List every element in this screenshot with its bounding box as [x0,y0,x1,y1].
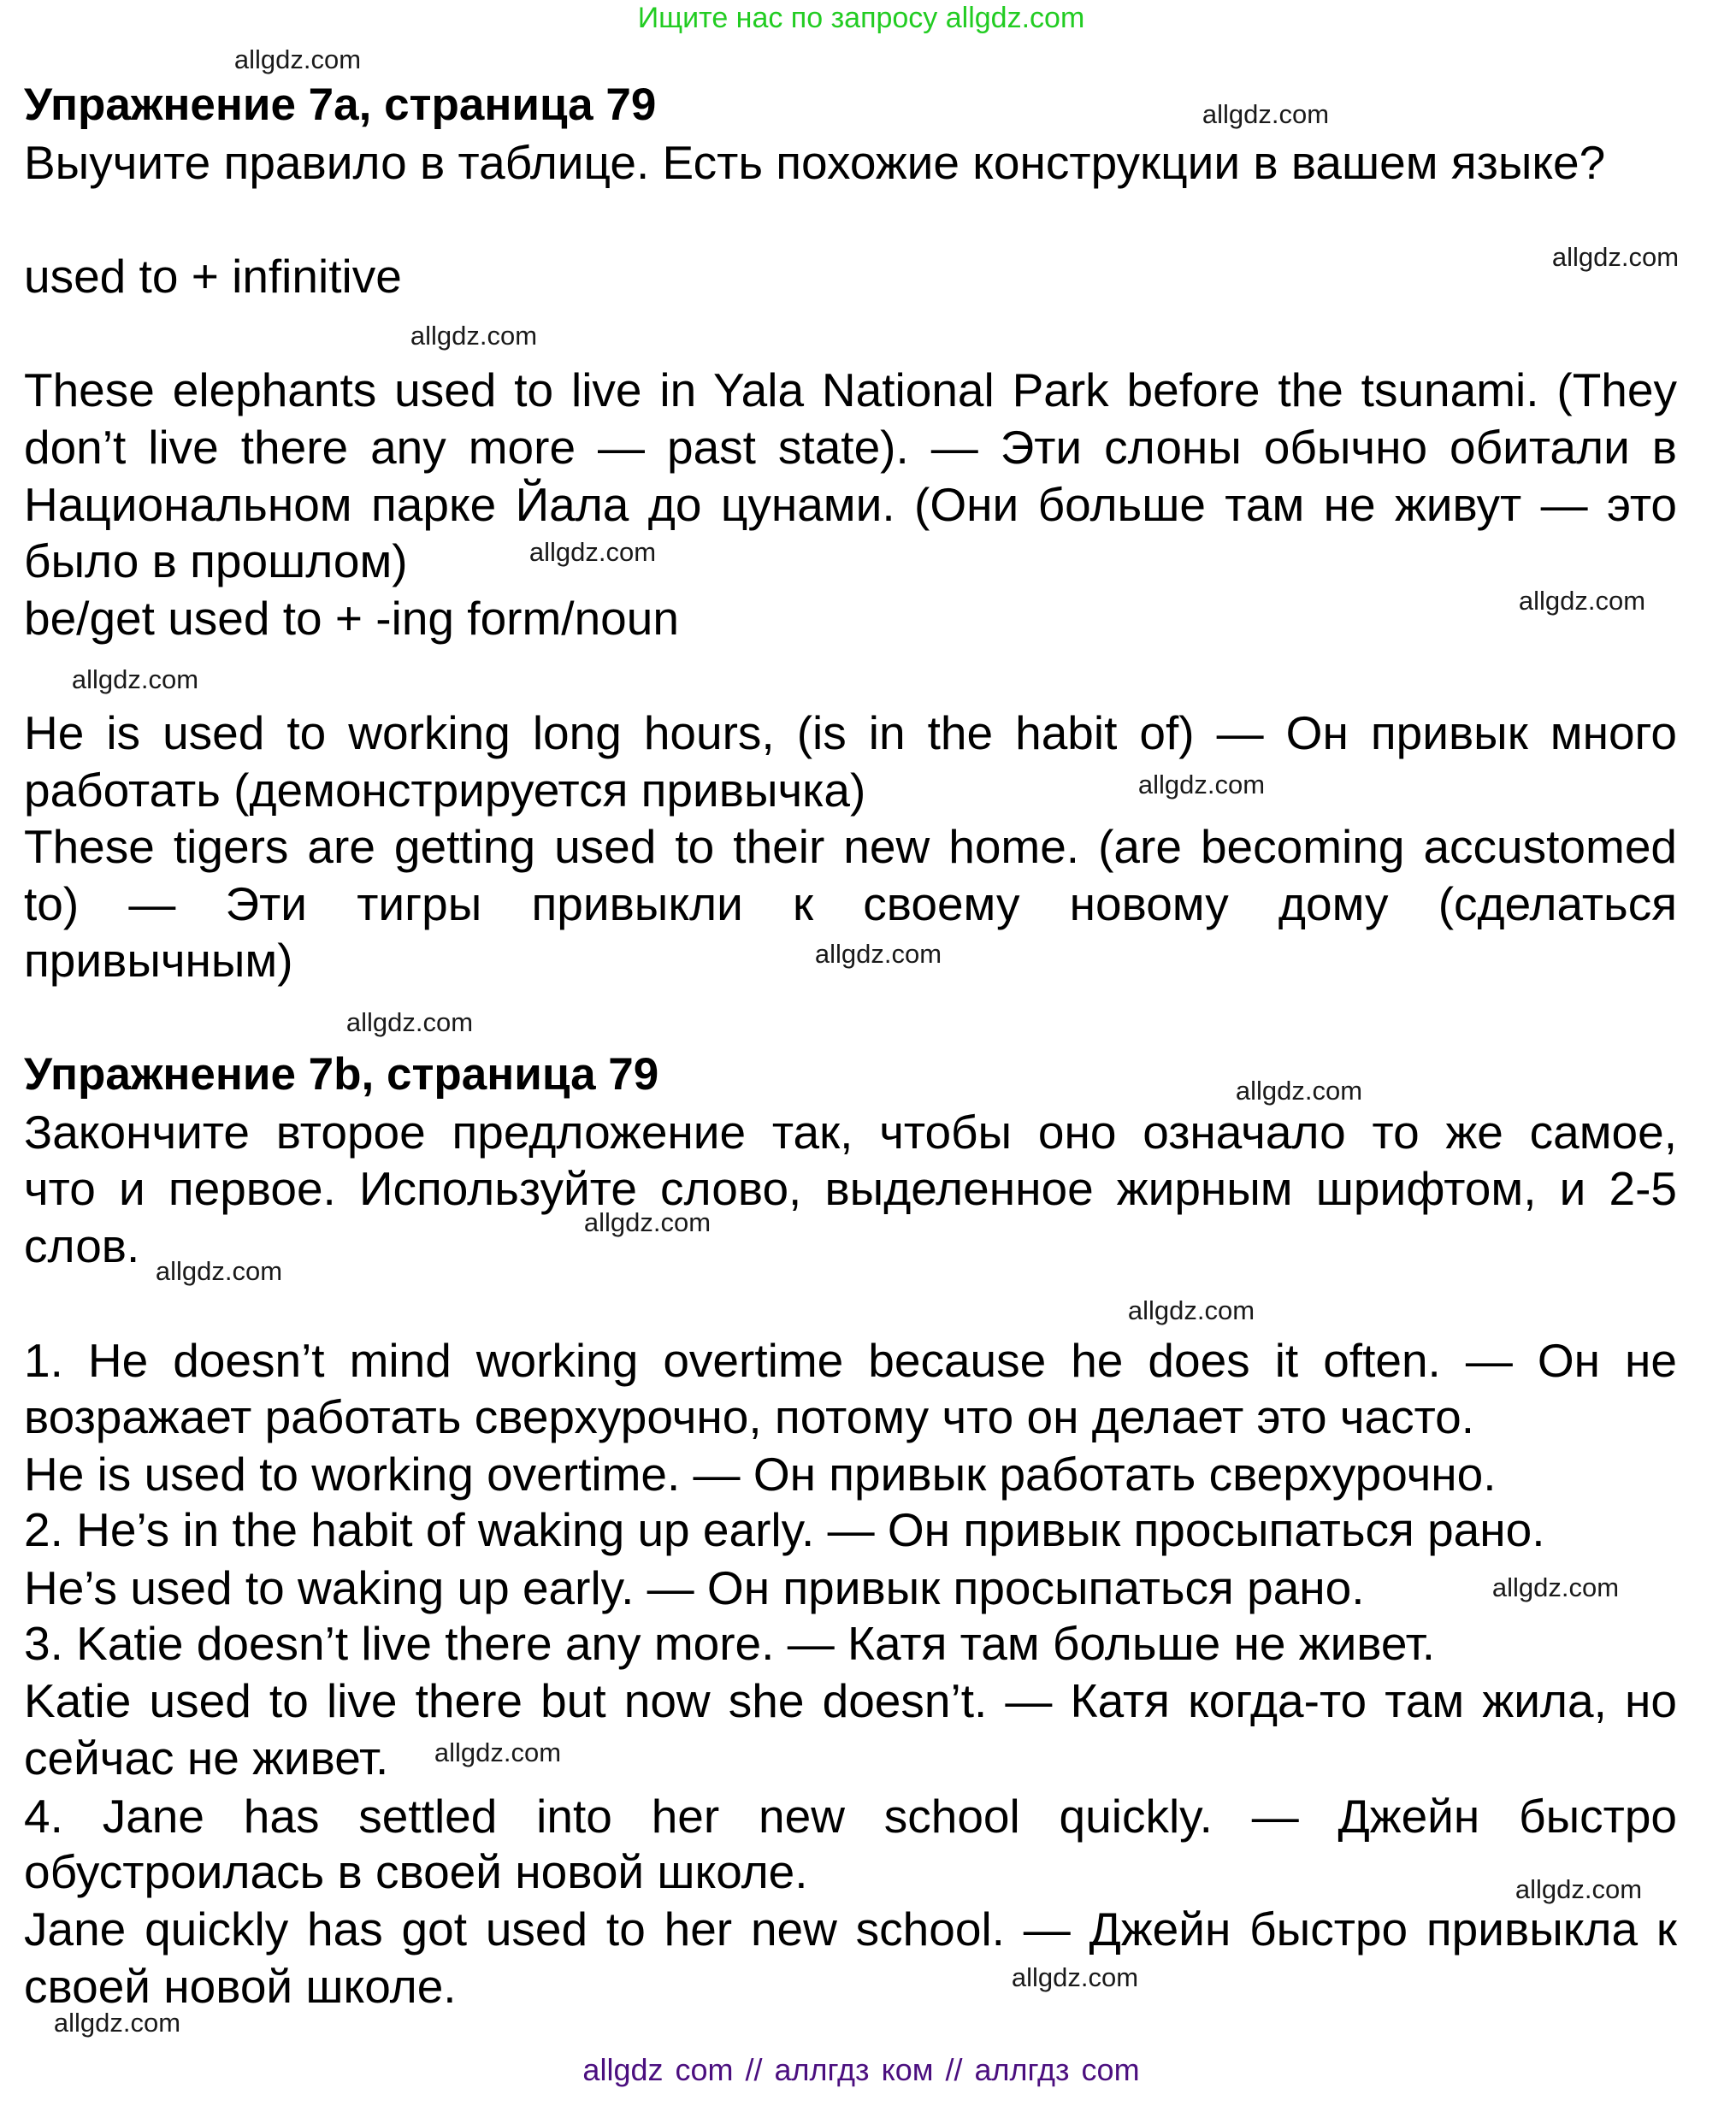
watermark: allgdz.com [233,44,362,74]
text-line: He is used to working long hours, (is in the habit of) — Он привык много [24,706,1677,759]
exercise-7a-title: Упражнение 7a, страница 79 [24,80,657,130]
footer-links: allgdz com // аллгдз ком // аллгдз com [582,2052,1140,2087]
answer-line: He is used to working overtime. — Он привык работать сверхурочно. [24,1448,1497,1501]
watermark: allgdz.com [1491,1572,1620,1602]
watermark: allgdz.com [410,321,538,351]
rule-be-get-used-to: be/get used to + -ing form/noun [24,592,679,645]
watermark: allgdz.com [1551,242,1680,272]
text-line: Национальном парке Йала до цунами. (Они больше там не живут — это [24,478,1677,531]
watermark: allgdz.com [71,664,199,694]
exercise-7b-title: Упражнение 7b, страница 79 [24,1049,659,1100]
text-line: было в прошлом) [24,534,408,587]
text-line: привычным) [24,934,293,987]
watermark: allgdz.com [1011,1962,1139,1992]
watermark: allgdz.com [53,2008,181,2038]
watermark: allgdz.com [1235,1076,1363,1106]
watermark: allgdz.com [583,1207,712,1237]
watermark: allgdz.com [155,1256,283,1286]
exercise-7b-task: слов. [24,1219,140,1272]
text-line: These elephants used to live in Yala National Park before the tsunami. (They [24,363,1677,416]
text-line: to) — Эти тигры привыкли к своему новому дому (сделаться [24,877,1677,930]
answer-line: 3. Katie doesn’t live there any more. — Катя там больше не живет. [24,1617,1436,1670]
text-line: don’t live there any more — past state). — Эти слоны обычно обитали в [24,421,1677,474]
answer-line: 2. He’s in the habit of waking up early. — Он привык просыпаться рано. [24,1503,1545,1556]
search-hint: Ищите нас по запросу allgdz.com [637,2,1085,34]
rule-used-to: used to + infinitive [24,250,402,303]
answer-line: возражает работать сверхурочно, потому что он делает это часто. [24,1390,1475,1443]
answer-line: He’s used to waking up early. — Он привык просыпаться рано. [24,1561,1365,1614]
exercise-7b-task: что и первое. Используйте слово, выделенное жирным шрифтом, и 2-5 [24,1162,1677,1215]
answer-line: сейчас не живет. [24,1731,389,1784]
watermark: allgdz.com [1202,99,1330,129]
answer-line: 4. Jane has settled into her new school quickly. — Джейн быстро [24,1790,1677,1843]
answer-line: Jane quickly has got used to her new school. — Джейн быстро привыкла к [24,1902,1677,1956]
text-line: работать (демонстрируется привычка) [24,764,866,817]
watermark: allgdz.com [1137,770,1266,799]
exercise-7a-task: Выучите правило в таблице. Есть похожие конструкции в вашем языке? [24,136,1606,189]
watermark: allgdz.com [814,939,942,969]
answer-line: Katie used to live there but now she doesn’t. — Катя когда-то там жила, но [24,1674,1677,1727]
exercise-7b-task: Закончите второе предложение так, чтобы оно означало то же самое, [24,1106,1677,1159]
watermark: allgdz.com [528,537,657,567]
watermark: allgdz.com [1515,1874,1643,1904]
watermark: allgdz.com [1127,1295,1255,1325]
watermark: allgdz.com [345,1007,474,1037]
watermark: allgdz.com [1518,586,1646,616]
text-line: These tigers are getting used to their new home. (are becoming accustomed [24,820,1677,873]
answer-line: обустроилась в своей новой школе. [24,1845,808,1898]
watermark: allgdz.com [434,1737,562,1767]
answer-line: своей новой школе. [24,1960,457,2013]
answer-line: 1. He doesn’t mind working overtime because he does it often. — Он не [24,1334,1677,1387]
